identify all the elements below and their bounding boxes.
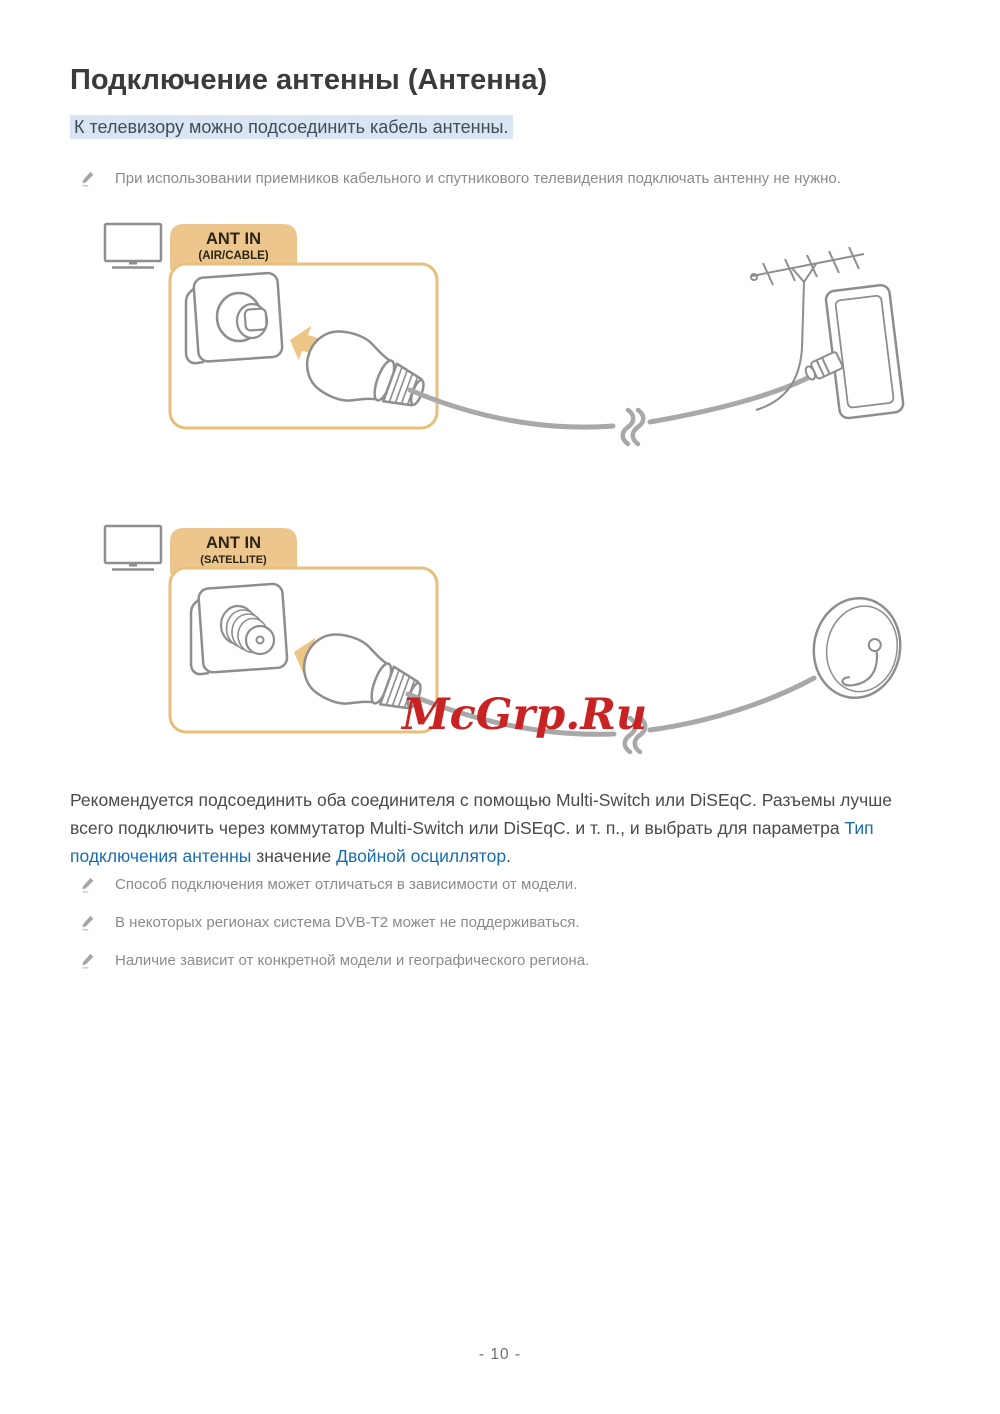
satellite-port-icon — [191, 583, 288, 674]
note-row — [80, 912, 930, 934]
paragraph-text: . — [506, 846, 511, 866]
link-antenna-connection-type[interactable]: Тип подключения антенны — [70, 818, 874, 866]
diagram-air-cable — [90, 212, 910, 470]
antenna-cable — [410, 370, 822, 427]
notes-list — [80, 874, 930, 988]
page-title: Подключение антенны (Антенна) — [70, 64, 548, 96]
satellite-sublabel: (SATELLITE) — [200, 554, 267, 566]
note-text: Способ подключения может отличаться в зависимости от модели. — [115, 876, 578, 893]
subtitle-highlight: К телевизору можно подсоединить кабель антенны. — [70, 115, 513, 139]
tv-icon — [105, 224, 161, 268]
ant-in-label: ANT IN — [206, 230, 261, 248]
pencil-icon — [80, 876, 95, 894]
wall-plate-icon — [803, 284, 904, 419]
top-note-text: При использовании приемников кабельного и спутникового телевидения подключать антенну не нужно. — [115, 170, 841, 187]
diagram-satellite — [90, 512, 910, 762]
page-subtitle — [70, 117, 513, 138]
note-row — [80, 874, 930, 896]
note-text: Наличие зависит от конкретной модели и географического региона. — [115, 952, 590, 969]
top-note — [80, 168, 930, 190]
watermark: McGrp.Ru — [402, 690, 648, 740]
pencil-icon — [80, 914, 95, 932]
ant-in-port-icon — [186, 272, 283, 363]
cable-break-icon — [623, 410, 644, 444]
body-paragraph — [70, 786, 918, 870]
paragraph-text: Рекомендуется подсоединить оба соединителя с помощью Multi-Switch или DiSEqC. Разъемы лучше всего подключить через коммутатор Multi-Switch или DiSEqC. и т. п., и выбрать для параметра — [70, 790, 892, 838]
air-cable-sublabel: (AIR/CABLE) — [198, 250, 269, 262]
pencil-icon — [80, 952, 95, 970]
tv-icon — [105, 526, 161, 570]
page-number: - 10 - — [478, 1346, 522, 1363]
note-text: В некоторых регионах система DVB-T2 может не поддерживаться. — [115, 914, 580, 931]
ant-in-label: ANT IN — [206, 534, 261, 552]
paragraph-text: значение — [251, 846, 337, 866]
note-row — [80, 950, 930, 972]
link-dual-oscillator[interactable]: Двойной осциллятор — [336, 846, 507, 866]
pencil-icon — [80, 170, 95, 188]
satellite-dish-icon — [806, 591, 908, 704]
